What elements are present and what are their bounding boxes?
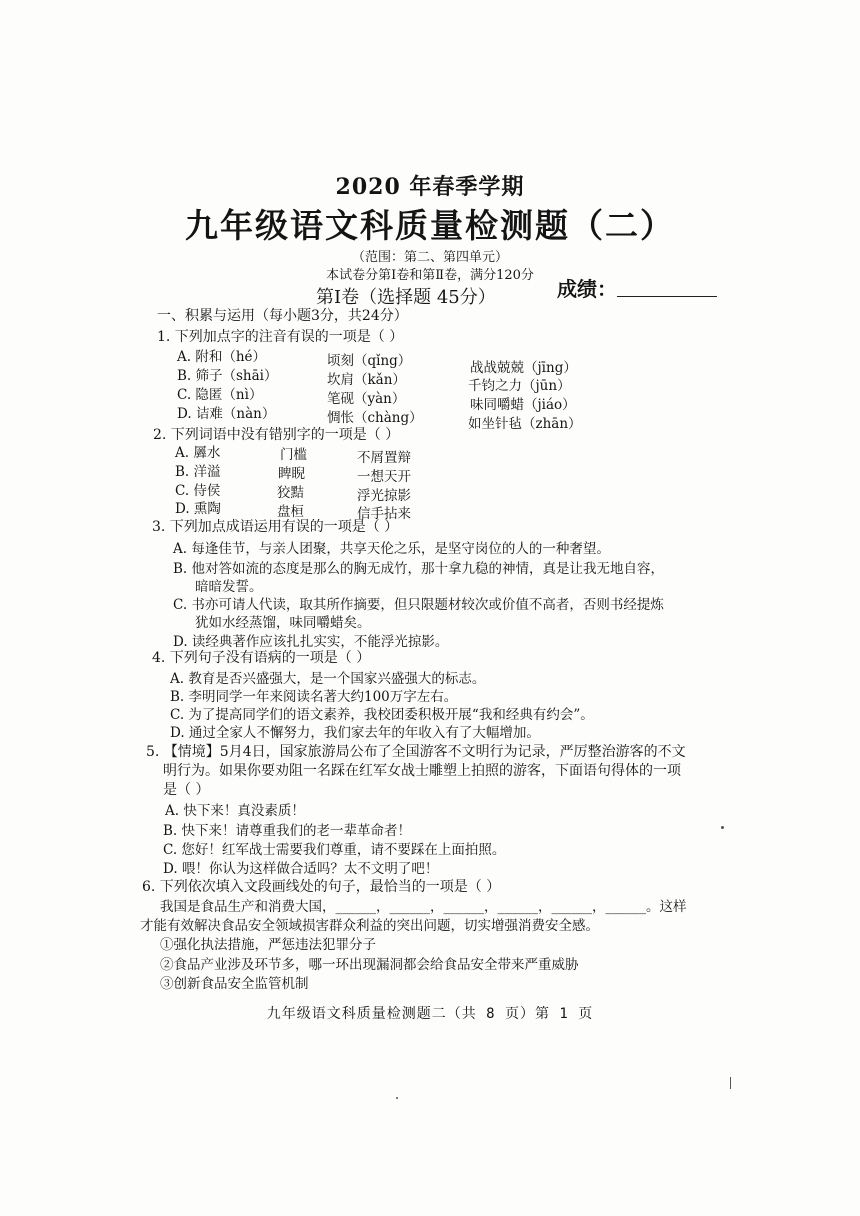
q3-option-b-line1: B. 他对答如流的态度是那么的胸无成竹，那十拿九稳的神情，真是让我无地自容， (173, 561, 665, 577)
score-blank-line (617, 296, 717, 297)
q2-option-d-1: D. 熏陶 (175, 501, 221, 517)
q1-option-b-1: B. 筛子（shāi） (177, 368, 278, 384)
q1-option-c-3: 味同嚼蜡（jiáo） (470, 397, 576, 413)
q1-option-a-1: A. 附和（hé） (177, 349, 267, 365)
q5-option-a: A. 快下来！真没素质！ (165, 803, 305, 819)
q4-option-d: D. 通过全家人不懈努力，我们家去年的年收入有了大幅增加。 (170, 725, 540, 741)
q1-option-c-2: 笔砚（yàn） (327, 391, 406, 407)
q6-item-1: ①强化执法措施，严惩违法犯罪分子 (160, 937, 376, 953)
q2-option-b-2: 睥睨 (278, 466, 305, 482)
q2-option-b-1: B. 洋溢 (175, 464, 221, 480)
q4-option-a: A. 教育是否兴盛强大，是一个国家兴盛强大的标志。 (170, 671, 486, 687)
year-term-title: 2020 年春季学期 (335, 174, 525, 200)
q2-option-c-1: C. 侍侯 (175, 483, 221, 499)
scan-speck (721, 826, 724, 829)
q6-passage-line1: 我国是食品生产和消费大国，______，______，______，______，______，______。这样 (160, 899, 687, 915)
question-5-stem-line2: 明行为。如果你要劝阻一名踩在红军女战士雕塑上拍照的游客，下面语句得体的一项 (163, 763, 681, 779)
q4-option-c: C. 为了提高同学们的语文素养，我校团委积极开展“我和经典有约会”。 (170, 707, 594, 723)
q1-option-a-2: 顷刻（qǐng） (327, 353, 412, 369)
q6-item-3: ③创新食品安全监管机制 (160, 976, 309, 992)
section-heading: 一、积累与运用（每小题3分，共24分） (157, 308, 408, 324)
q6-item-2: ②食品产业涉及环节多，哪一环出现漏洞都会给食品安全带来严重威胁 (160, 957, 579, 973)
q3-option-c-line2: 犹如水经蒸馏，味同嚼蜡矣。 (195, 615, 371, 631)
question-5-stem-line3: 是（ ） (163, 782, 210, 798)
paper-note: 本试卷分第Ⅰ卷和第Ⅱ卷，满分120分 (326, 268, 534, 283)
scan-speck (396, 1097, 398, 1099)
q1-option-b-2: 坎肩（kǎn） (327, 372, 406, 388)
q1-option-b-3: 千钧之力（jūn） (468, 378, 571, 394)
q2-option-a-1: A. 羼水 (175, 445, 221, 461)
q1-option-c-1: C. 隐匿（nì） (177, 387, 263, 403)
q2-option-d-3: 信手拈来 (357, 506, 411, 522)
question-6-stem: 6. 下列依次填入文段画线处的句子，最恰当的一项是（ ） (142, 879, 501, 895)
score-label: 成绩： (557, 277, 617, 301)
q4-option-b: B. 李明同学一年来阅读名著大约100万字左右。 (170, 689, 458, 705)
q1-option-d-1: D. 诘难（nàn） (177, 406, 276, 422)
question-3-stem: 3. 下列加点成语运用有误的一项是（ ） (152, 519, 399, 535)
q3-option-b-line2: 暗暗发誓。 (195, 579, 263, 595)
q2-option-a-2: 门槛 (280, 447, 307, 463)
q3-option-a: A. 每逢佳节，与亲人团聚，共享天伦之乐，是坚守岗位的人的一种奢望。 (173, 541, 610, 557)
q5-option-d: D. 喂！你认为这样做合适吗？太不文明了吧！ (163, 861, 439, 877)
question-2-stem: 2. 下列词语中没有错别字的一项是（ ） (153, 427, 400, 443)
exam-range: （范围：第二、第四单元） (351, 250, 508, 265)
q3-option-c-line1: C. 书亦可请人代读，取其所作摘要，但只限题材较次或价值不高者，否则书经提炼 (173, 597, 664, 613)
exam-title: 九年级语文科质量检测题（二） (185, 206, 675, 245)
question-1-stem: 1. 下列加点字的注音有误的一项是（ ） (157, 329, 404, 345)
question-5-stem-line1: 5. 【情境】5月4日，国家旅游局公布了全国游客不文明行为记录，严厉整治游客的不文 (146, 744, 686, 760)
q2-option-c-3: 浮光掠影 (357, 488, 411, 504)
scan-mark (730, 1077, 731, 1089)
q2-option-c-2: 狡黠 (277, 485, 304, 501)
q2-option-b-3: 一想天开 (357, 469, 411, 485)
volume-heading: 第Ⅰ卷（选择题 45分） (316, 287, 496, 308)
q2-option-a-3: 不屑置辩 (357, 450, 411, 466)
q1-option-d-3: 如坐针毡（zhān） (468, 416, 582, 432)
question-4-stem: 4. 下列句子没有语病的一项是（ ） (152, 650, 371, 666)
q1-option-a-3: 战战兢兢（jīng） (470, 360, 577, 376)
q2-option-d-2: 盘桓 (277, 504, 304, 520)
q6-passage-line2: 才能有效解决食品安全领域损害群众利益的突出问题，切实增强消费安全感。 (140, 918, 599, 934)
q5-option-b: B. 快下来！请尊重我们的老一辈革命者！ (163, 823, 412, 839)
page-footer: 九年级语文科质量检测题二（共 8 页）第 1 页 (266, 1006, 594, 1022)
q1-option-d-2: 惆怅（chàng） (327, 410, 423, 426)
q3-option-d: D. 读经典著作应该扎扎实实，不能浮光掠影。 (173, 634, 449, 650)
q5-option-c: C. 您好！红军战士需要我们尊重，请不要踩在上面拍照。 (163, 842, 506, 858)
